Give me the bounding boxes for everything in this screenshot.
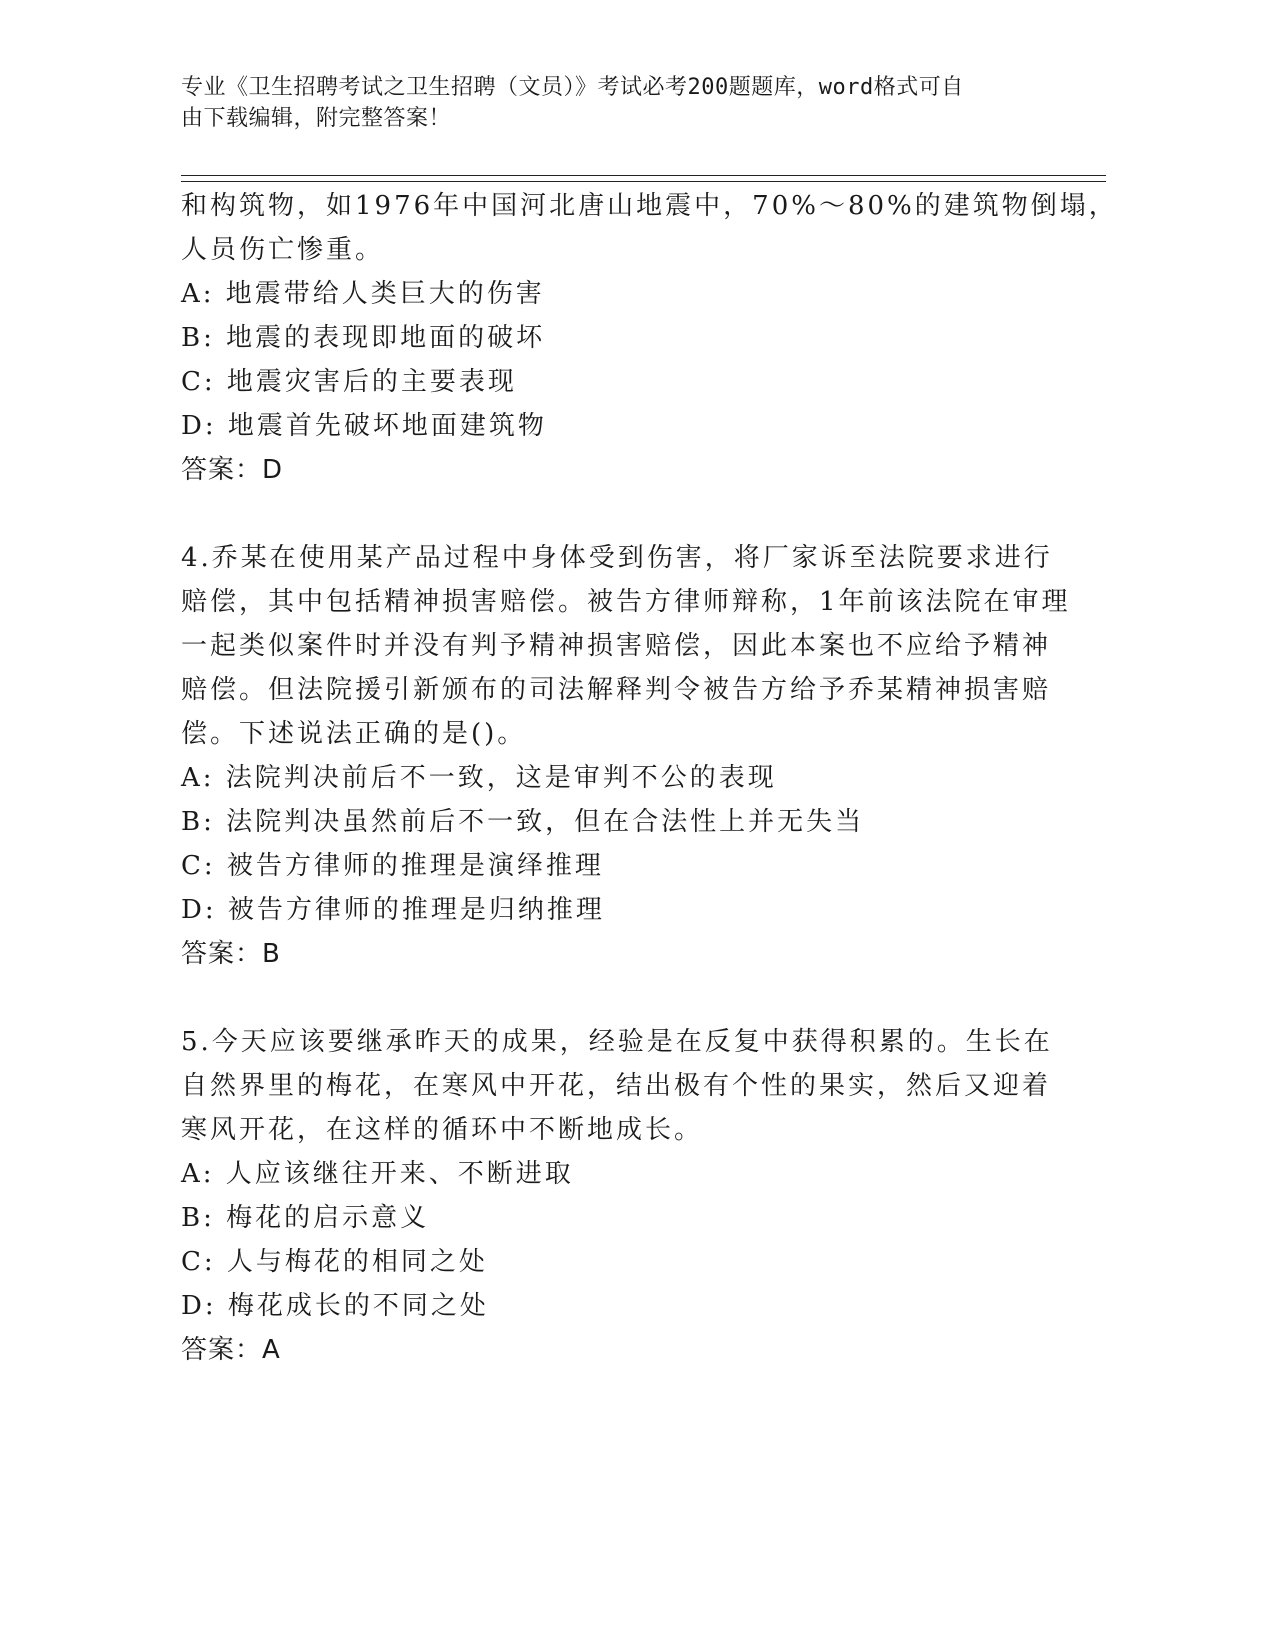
question-text-line: 4.乔某在使用某产品过程中身体受到伤害，将厂家诉至法院要求进行 bbox=[181, 543, 1053, 573]
answer-label: 答案：B bbox=[181, 939, 281, 969]
question-text-line: 人员伤亡惨重。 bbox=[181, 235, 385, 265]
question-text-line: 偿。下述说法正确的是()。 bbox=[181, 719, 527, 749]
option-d: D: 地震首先破坏地面建筑物 bbox=[181, 411, 547, 441]
question-4 bbox=[181, 536, 1081, 976]
spacer bbox=[181, 976, 1081, 1020]
option-b: B: 地震的表现即地面的破坏 bbox=[181, 323, 546, 353]
question-3-continuation bbox=[181, 184, 1118, 492]
header-divider-bottom bbox=[181, 181, 1106, 182]
option-b: B: 梅花的启示意义 bbox=[181, 1203, 430, 1233]
question-text-line: 一起类似案件时并没有判予精神损害赔偿，因此本案也不应给予精神 bbox=[181, 631, 1052, 661]
option-c: C: 地震灾害后的主要表现 bbox=[181, 367, 517, 397]
spacer bbox=[181, 492, 1081, 536]
question-text-line: 寒风开花，在这样的循环中不断地成长。 bbox=[181, 1115, 704, 1145]
question-text-line: 5.今天应该要继承昨天的成果，经验是在反复中获得积累的。生长在 bbox=[181, 1027, 1053, 1057]
question-text-line: 和构筑物，如1976年中国河北唐山地震中，70%～80%的建筑物倒塌， bbox=[181, 191, 1118, 221]
header-title-line-2: 由下载编辑，附完整答案！ bbox=[181, 106, 452, 131]
question-5 bbox=[181, 1020, 1081, 1372]
option-a: A: 法院判决前后不一致，这是审判不公的表现 bbox=[181, 763, 777, 793]
option-c: C: 被告方律师的推理是演绎推理 bbox=[181, 851, 604, 881]
answer-label: 答案：D bbox=[181, 455, 284, 485]
option-a: A: 地震带给人类巨大的伤害 bbox=[181, 279, 545, 309]
question-text-line: 赔偿，其中包括精神损害赔偿。被告方律师辩称，1年前该法院在审理 bbox=[181, 587, 1071, 617]
option-b: B: 法院判决虽然前后不一致，但在合法性上并无失当 bbox=[181, 807, 865, 837]
option-d: D: 被告方律师的推理是归纳推理 bbox=[181, 895, 605, 925]
question-text-line: 赔偿。但法院援引新颁布的司法解释判令被告方给予乔某精神损害赔 bbox=[181, 675, 1052, 705]
option-c: C: 人与梅花的相同之处 bbox=[181, 1247, 488, 1277]
header-divider-top bbox=[181, 175, 1106, 176]
option-d: D: 梅花成长的不同之处 bbox=[181, 1291, 489, 1321]
question-text-line: 自然界里的梅花，在寒风中开花，结出极有个性的果实，然后又迎着 bbox=[181, 1071, 1052, 1101]
page-header bbox=[181, 72, 1061, 134]
document-body bbox=[181, 184, 1118, 1372]
option-a: A: 人应该继往开来、不断进取 bbox=[181, 1159, 574, 1189]
header-title-line-1: 专业《卫生招聘考试之卫生招聘（文员）》考试必考200题题库，word格式可自 bbox=[181, 75, 964, 100]
answer-label: 答案：A bbox=[181, 1335, 281, 1365]
